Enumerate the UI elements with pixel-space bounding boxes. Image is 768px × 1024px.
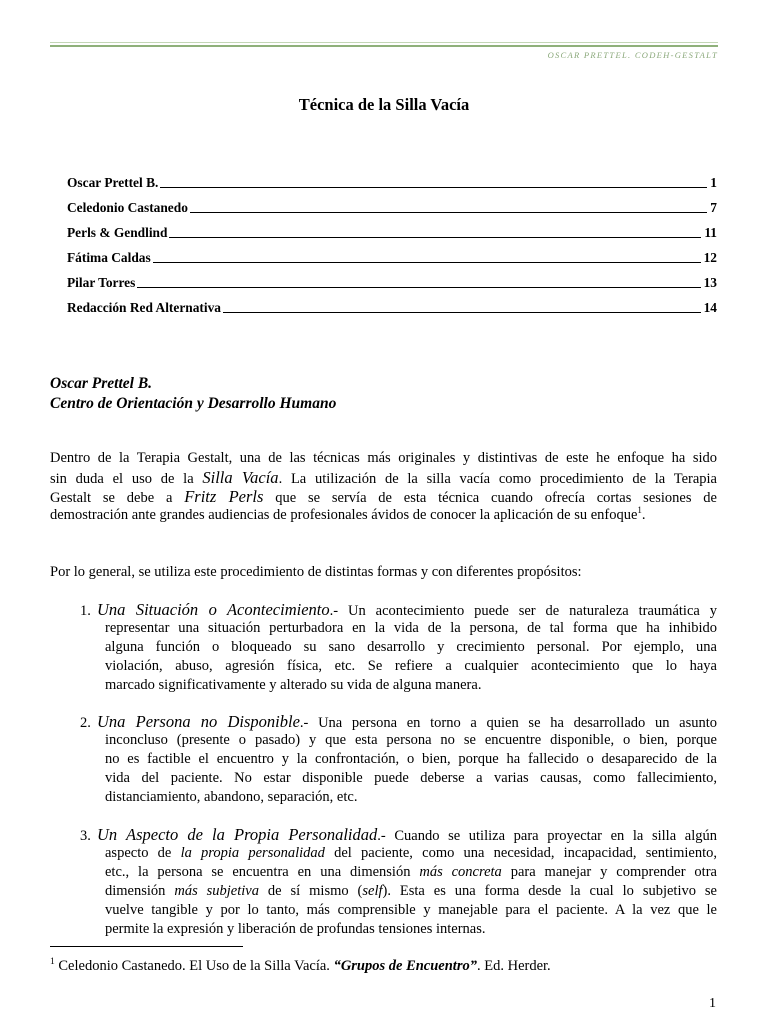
- text-line: [105, 731, 717, 750]
- footnote-separator: [50, 946, 243, 947]
- toc-leader: [223, 312, 701, 313]
- text-line: [50, 449, 717, 468]
- document-title: Técnica de la Silla Vacía: [298, 95, 470, 114]
- italic-run: la propia personalidad: [180, 844, 325, 861]
- text-run: violación, abuso, agresión física, etc. Se refiere a cualquier acontecimiento que lo haya: [105, 657, 717, 674]
- toc-entry: [67, 300, 717, 316]
- text-run: vida del paciente. No estar disponible puede deberse a varias causas, como fallecimiento,: [105, 769, 717, 786]
- text-run: marcado significativamente y alterado su vida de alguna manera.: [105, 676, 482, 693]
- text-run: .: [641, 507, 646, 524]
- header-rule-thin: [50, 42, 718, 43]
- italic-run: más concreta: [419, 863, 502, 880]
- list-item: [80, 825, 717, 939]
- text-run: vuelve tangible y por lo tanto, más comprensible y manejable para el paciente. A la vez que le: [105, 901, 717, 918]
- text-run: de sí mismo (: [259, 882, 363, 899]
- toc-entry: [67, 225, 717, 241]
- key-term: Un Aspecto de la Propia Personalidad: [97, 824, 378, 844]
- toc-leader: [160, 187, 707, 188]
- text-run: sin duda el uso de la: [50, 470, 203, 487]
- text-run: Celedonio Castanedo. El Uso de la Silla Vacía.: [54, 958, 334, 974]
- text-run: demostración ante grandes audiencias de profesionales ávidos de conocer la aplicación de su enfoque: [50, 507, 638, 524]
- text-run: representar una situación perturbadora en la vida de la persona, de tal forma que ha inhibido: [105, 619, 717, 636]
- toc-entry-page: 11: [704, 225, 717, 240]
- text-line: [80, 712, 717, 731]
- toc-entry-label: Celedonio Castanedo: [67, 200, 188, 215]
- text-run: . Ed. Herder.: [476, 958, 551, 974]
- text-run: ). Esta es una forma desde la cual lo subjetivo se: [382, 882, 717, 899]
- text-line: [105, 882, 717, 901]
- toc-entry-page: 13: [703, 275, 717, 290]
- text-run: Dentro de la Terapia Gestalt, una de las técnicas más originales y distintivas de este he enfoque ha sido: [50, 449, 717, 466]
- text-run: .- Un acontecimiento puede ser de naturaleza traumática y: [329, 602, 717, 619]
- toc-entry-page: 12: [703, 250, 717, 265]
- text-line: [50, 487, 717, 506]
- italic-run: más subjetiva: [174, 882, 259, 899]
- text-run: no es factible el encuentro y la confrontación, o bien, porque ha fallecido o desaparecido de la: [105, 750, 717, 767]
- text-line: [105, 676, 717, 695]
- text-run: del paciente, como una necesidad, incapacidad, sentimiento,: [324, 844, 717, 861]
- text-run: .- Cuando se utiliza para proyectar en la silla algún: [377, 827, 717, 844]
- toc-entry-page: 1: [710, 175, 717, 190]
- toc-entry: [67, 250, 717, 266]
- text-line: [80, 825, 717, 844]
- footnote-marker: 1: [637, 505, 642, 516]
- text-run: Gestalt se debe a: [50, 490, 185, 507]
- list-number: 2.: [80, 714, 91, 731]
- lead-paragraph: Por lo general, se utiliza este procedimiento de distintas formas y con diferentes propósitos:: [50, 563, 582, 580]
- text-run: etc., la persona se encuentra en una dimensión: [105, 863, 420, 880]
- text-run: dimensión: [105, 882, 175, 899]
- toc-entry: [67, 275, 717, 291]
- footnote-marker: 1: [50, 957, 55, 968]
- toc-leader: [190, 212, 707, 213]
- text-line: [105, 788, 717, 807]
- toc-entry: [67, 200, 717, 216]
- toc-entry-page: 14: [703, 300, 717, 315]
- text-run: inconcluso (presente o pasado) y que esta persona no se encuentre disponible, o bien, porque: [105, 731, 717, 748]
- text-line: [50, 468, 717, 487]
- key-term: Una Situación o Acontecimiento: [97, 599, 330, 619]
- list-item: [80, 712, 717, 807]
- text-line: [105, 844, 717, 863]
- text-line: [105, 619, 717, 638]
- text-line: [105, 750, 717, 769]
- toc-leader: [137, 287, 700, 288]
- text-run: alguna función o bloqueado su sano desarrollo y crecimiento personal. Por ejemplo, una: [105, 638, 717, 655]
- footnote: [50, 957, 717, 975]
- list-number: 1.: [80, 602, 91, 619]
- key-term: Silla Vacía: [202, 467, 279, 487]
- toc-entry-label: Fátima Caldas: [67, 250, 151, 265]
- intro-paragraph: [50, 449, 717, 526]
- key-term: Una Persona no Disponible: [97, 711, 300, 731]
- toc-leader: [153, 262, 701, 263]
- text-line: [50, 506, 717, 525]
- text-run: permite la expresión y liberación de profundas tensiones internas.: [105, 920, 486, 937]
- text-line: [105, 920, 717, 939]
- section-author: Oscar Prettel B.: [50, 375, 153, 392]
- toc-leader: [169, 237, 701, 238]
- section-affiliation: Centro de Orientación y Desarrollo Humano: [50, 395, 337, 412]
- bold-italic-run: “Grupos de Encuentro”: [333, 958, 477, 974]
- text-line: [105, 901, 717, 920]
- list-item: [80, 600, 717, 695]
- list-number: 3.: [80, 827, 91, 844]
- key-term: Fritz Perls: [184, 487, 264, 507]
- text-line: [105, 638, 717, 657]
- toc-entry-label: Pilar Torres: [67, 275, 136, 290]
- text-run: para manejar y comprender otra: [501, 863, 717, 880]
- toc-entry: [67, 175, 717, 191]
- text-line: [80, 600, 717, 619]
- header-rule-thick: [50, 45, 718, 47]
- page-number: 1: [709, 996, 716, 1011]
- text-run: .- Una persona en torno a quien se ha desarrollado un asunto: [299, 714, 718, 731]
- text-line: [105, 863, 717, 882]
- table-of-contents: [67, 175, 717, 325]
- running-header-title: OSCAR PRETTEL. CODEH-GESTALT: [547, 50, 718, 60]
- text-line: [105, 657, 717, 676]
- text-run: aspecto de: [105, 844, 181, 861]
- text-run: que se servía de esta técnica cuando ofrecía cortas sesiones de: [263, 490, 717, 507]
- toc-entry-label: Perls & Gendlind: [67, 225, 168, 240]
- toc-entry-page: 7: [710, 200, 717, 215]
- text-run: . La utilización de la silla vacía como procedimiento de la Terapia: [278, 470, 717, 487]
- text-line: [105, 769, 717, 788]
- toc-entry-label: Oscar Prettel B.: [67, 175, 159, 190]
- toc-entry-label: Redacción Red Alternativa: [67, 300, 221, 315]
- italic-run: self: [362, 882, 383, 899]
- text-line: [50, 957, 717, 975]
- text-run: distanciamiento, abandono, separación, etc.: [105, 788, 358, 805]
